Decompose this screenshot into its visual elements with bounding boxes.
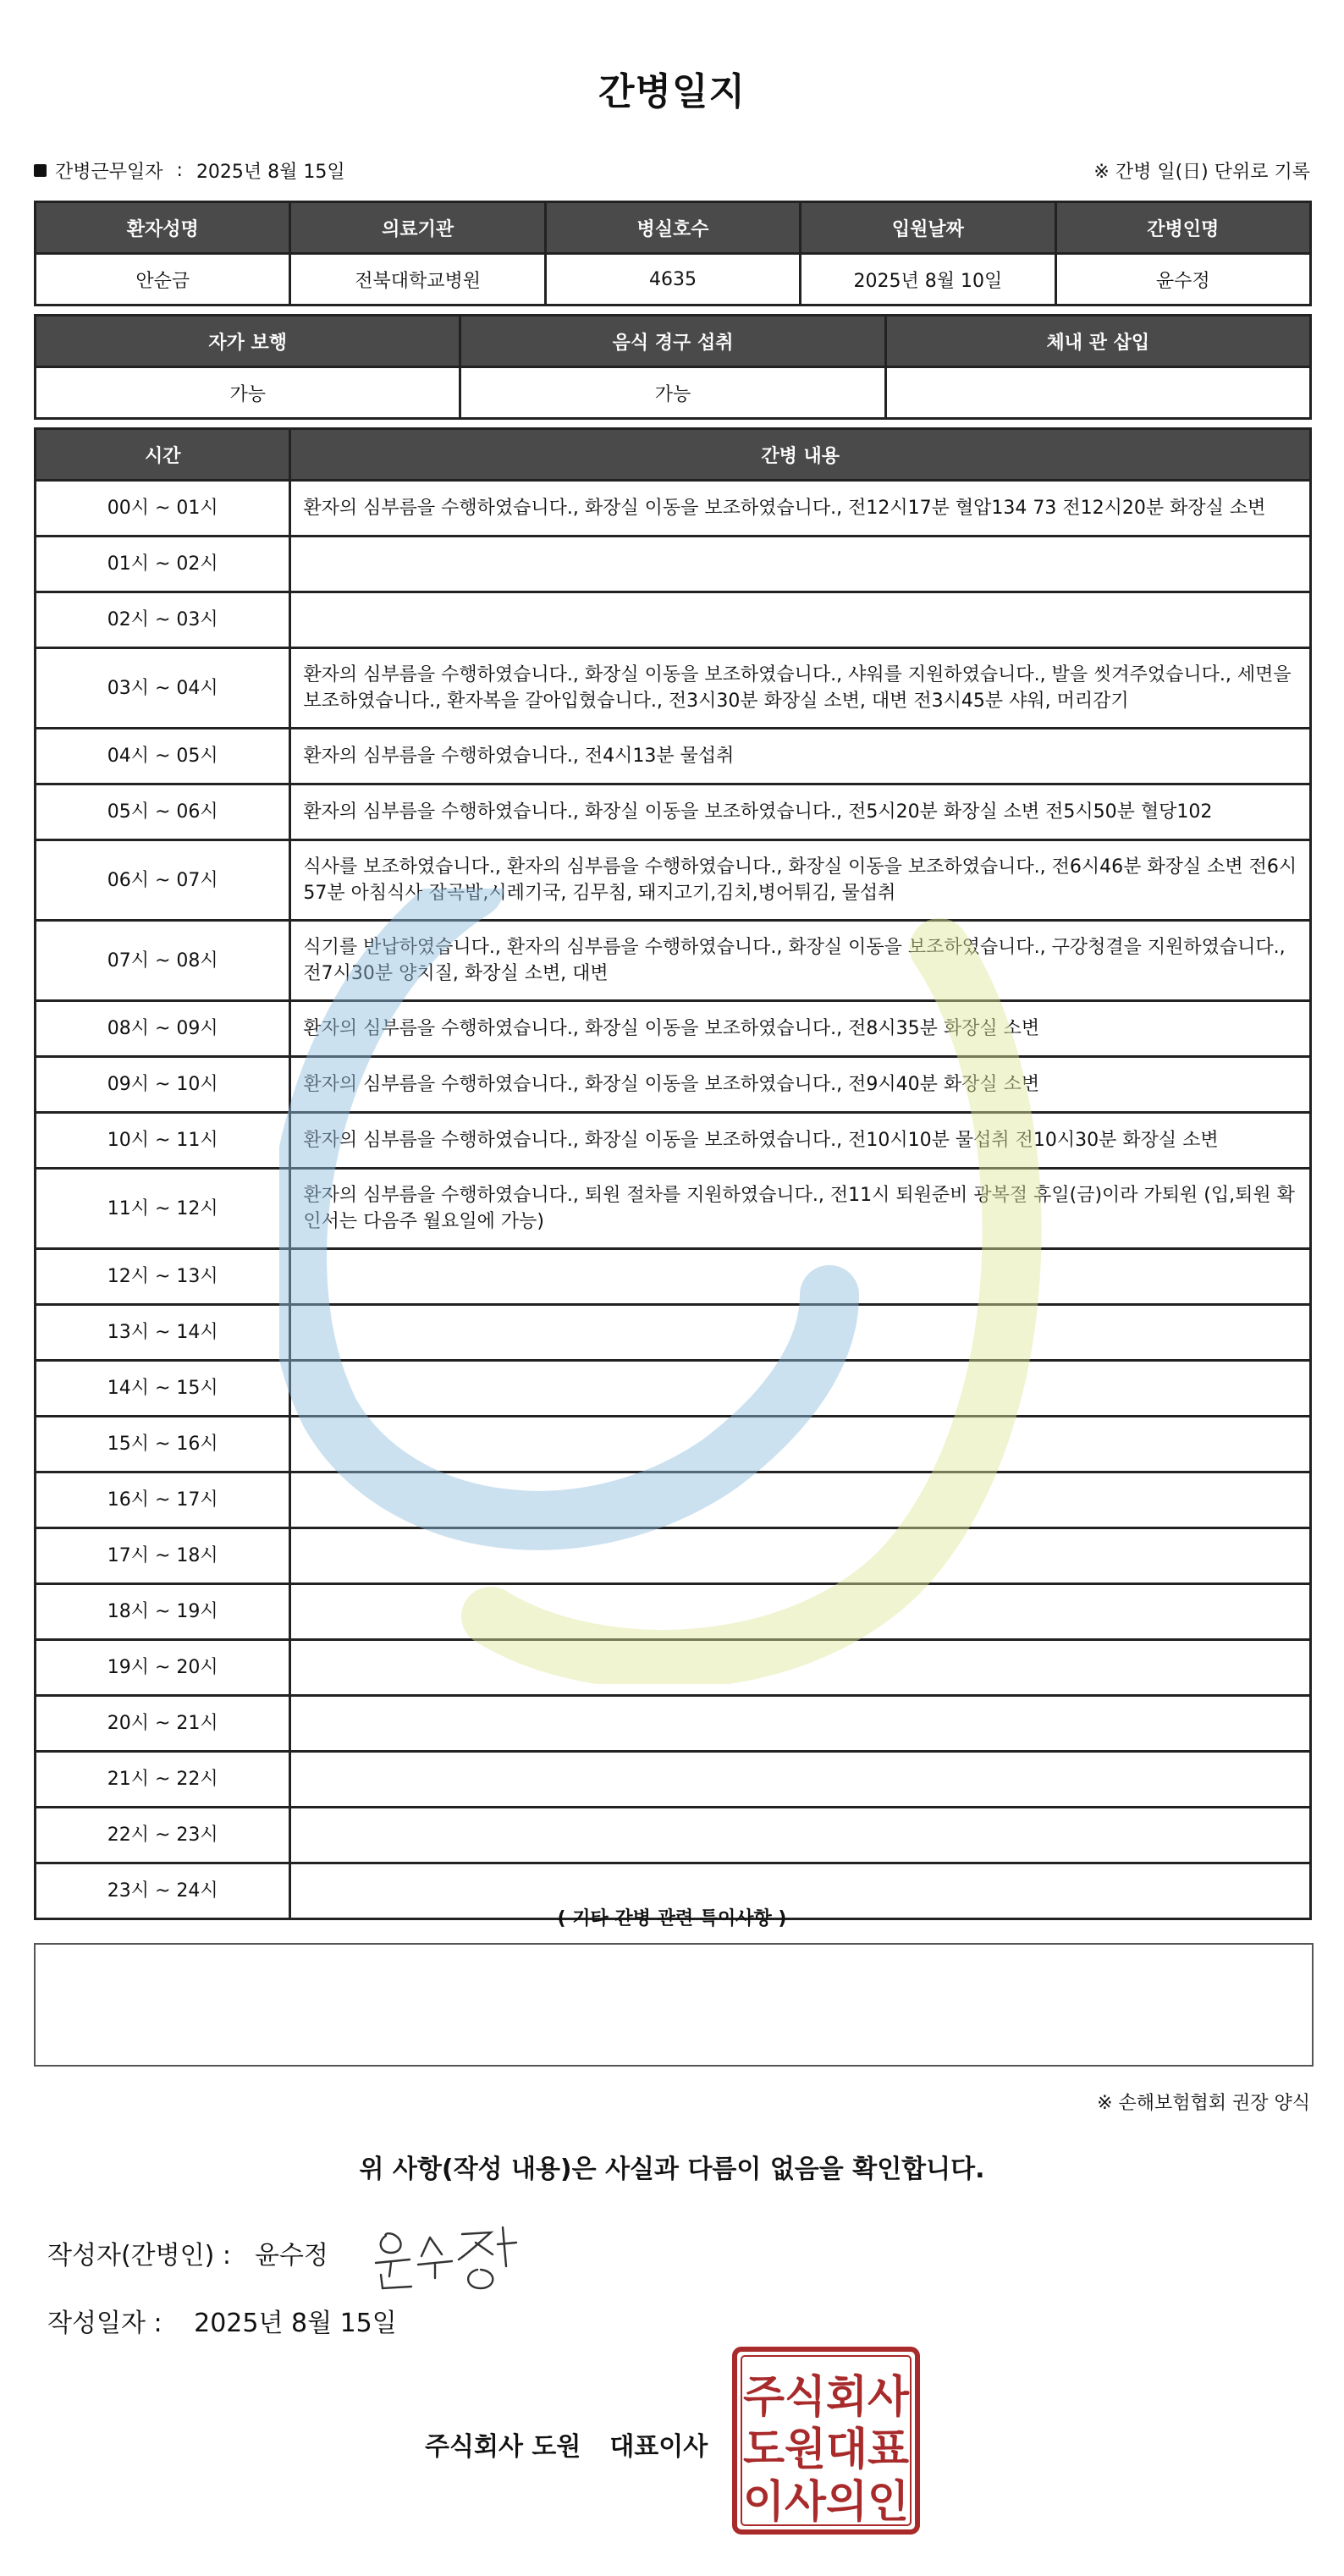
header-admission-date: 입원날짜: [801, 202, 1055, 254]
care-log-row: [36, 1584, 1311, 1640]
time-slot: 22시 ~ 23시: [36, 1808, 290, 1863]
care-content: 식기를 반납하였습니다., 환자의 심부름을 수행하였습니다., 화장실 이동을 보조하였습니다., 구강청결을 지원하였습니다., 전7시30분 양치질, 화장실 소변, 대변: [290, 921, 1311, 1001]
patient-name: 안순금: [36, 254, 290, 305]
oral-intake-value: 가능: [460, 367, 885, 419]
care-content: 환자의 심부름을 수행하였습니다., 전4시13분 물섭취: [290, 729, 1311, 784]
time-slot: 09시 ~ 10시: [36, 1057, 290, 1113]
header-caregiver-name: 간병인명: [1055, 202, 1310, 254]
time-slot: 03시 ~ 04시: [36, 648, 290, 729]
care-log-row: [36, 1305, 1311, 1361]
written-date-line: [47, 2302, 397, 2339]
patient-info-table: [34, 201, 1312, 306]
company-name: 주식회사 도원: [425, 2432, 581, 2462]
svg-text:이사의인: 이사의인: [743, 2477, 909, 2528]
care-content: [290, 1417, 1311, 1472]
care-content: [290, 1361, 1311, 1417]
care-content: 식사를 보조하였습니다., 환자의 심부름을 수행하였습니다., 화장실 이동을 보조하였습니다., 전6시46분 화장실 소변 전6시57분 아침식사 잡곡밥,시레기국, 김무침, 돼지고기,김치,병어튀김, 물섭취: [290, 840, 1311, 921]
care-log-row: [36, 1057, 1311, 1113]
care-content: [290, 537, 1311, 592]
care-content: [290, 592, 1311, 648]
care-log-row: [36, 1640, 1311, 1696]
svg-text:주식회사: 주식회사: [743, 2372, 910, 2423]
time-slot: 16시 ~ 17시: [36, 1472, 290, 1528]
work-date-label: 간병근무일자: [55, 162, 163, 183]
care-log-row: [36, 648, 1311, 729]
care-log-row: [36, 1808, 1311, 1863]
care-log-table: [34, 427, 1312, 1920]
care-content: 환자의 심부름을 수행하였습니다., 화장실 이동을 보조하였습니다., 전10시10분 물섭취 전10시30분 화장실 소변: [290, 1113, 1311, 1169]
time-slot: 02시 ~ 03시: [36, 592, 290, 648]
time-slot: 20시 ~ 21시: [36, 1696, 290, 1752]
care-log-row: [36, 481, 1311, 537]
svg-text:도원대표: 도원대표: [743, 2425, 909, 2475]
other-notes-box: [34, 1943, 1314, 2067]
work-date-value: 2025년 8월 15일: [196, 162, 345, 183]
time-slot: 19시 ~ 20시: [36, 1640, 290, 1696]
time-slot: 13시 ~ 14시: [36, 1305, 290, 1361]
care-log-row: [36, 840, 1311, 921]
time-slot: 01시 ~ 02시: [36, 537, 290, 592]
unit-note: ※ 간병 일(日) 단위로 기록: [1093, 162, 1310, 183]
care-content: [290, 1249, 1311, 1305]
hospital-name: 전북대학교병원: [290, 254, 545, 305]
time-slot: 21시 ~ 22시: [36, 1752, 290, 1808]
tube-insertion-value: [885, 367, 1310, 419]
header-care-content: 간병 내용: [290, 429, 1311, 481]
handwritten-signature: [371, 2215, 532, 2300]
other-notes-title: ( 기타 간병 관련 특이사항 ): [557, 1908, 787, 1929]
time-slot: 04시 ~ 05시: [36, 729, 290, 784]
header-patient-name: 환자성명: [36, 202, 290, 254]
caregiver-name: 윤수정: [1055, 254, 1310, 305]
written-date-label: 작성일자 :: [47, 2309, 162, 2338]
care-log-row: [36, 1417, 1311, 1472]
company-seal-stamp: [731, 2346, 921, 2535]
care-content: 환자의 심부름을 수행하였습니다., 화장실 이동을 보조하였습니다., 전5시20분 화장실 소변 전5시50분 혈당102: [290, 784, 1311, 840]
time-slot: 11시 ~ 12시: [36, 1169, 290, 1249]
care-log-rows: [36, 481, 1311, 1919]
time-slot: 18시 ~ 19시: [36, 1584, 290, 1640]
care-content: [290, 1305, 1311, 1361]
time-slot: 14시 ~ 15시: [36, 1361, 290, 1417]
page-title: 간병일지: [598, 70, 746, 113]
work-date-line: [34, 157, 345, 184]
care-log-row: [36, 1001, 1311, 1057]
time-slot: 12시 ~ 13시: [36, 1249, 290, 1305]
writer-name: 윤수정: [254, 2241, 328, 2271]
care-log-row: [36, 1752, 1311, 1808]
care-log-row: [36, 1361, 1311, 1417]
confirmation-statement: 위 사항(작성 내용)은 사실과 다름이 없음을 확인합니다.: [359, 2155, 985, 2184]
time-slot: 08시 ~ 09시: [36, 1001, 290, 1057]
time-slot: 23시 ~ 24시: [36, 1863, 290, 1919]
care-log-row: [36, 1249, 1311, 1305]
admission-date: 2025년 8월 10일: [801, 254, 1055, 305]
care-log-row: [36, 1472, 1311, 1528]
header-hospital: 의료기관: [290, 202, 545, 254]
header-time: 시간: [36, 429, 290, 481]
header-oral-intake: 음식 경구 섭취: [460, 316, 885, 367]
care-log-row: [36, 1528, 1311, 1584]
care-log-row: [36, 1169, 1311, 1249]
care-log-row: [36, 921, 1311, 1001]
room-number: 4635: [545, 254, 800, 305]
care-log-row: [36, 729, 1311, 784]
square-bullet-icon: [34, 164, 47, 177]
care-content: 환자의 심부름을 수행하였습니다., 화장실 이동을 보조하였습니다., 전9시40분 화장실 소변: [290, 1057, 1311, 1113]
care-content: 환자의 심부름을 수행하였습니다., 화장실 이동을 보조하였습니다., 전8시35분 화장실 소변: [290, 1001, 1311, 1057]
header-self-walking: 자가 보행: [36, 316, 460, 367]
time-slot: 00시 ~ 01시: [36, 481, 290, 537]
care-log-row: [36, 784, 1311, 840]
time-slot: 05시 ~ 06시: [36, 784, 290, 840]
care-content: [290, 1752, 1311, 1808]
care-content: [290, 1696, 1311, 1752]
patient-status-table: [34, 314, 1312, 420]
header-tube-insertion: 체내 관 삽입: [885, 316, 1310, 367]
care-log-row: [36, 1696, 1311, 1752]
care-content: 환자의 심부름을 수행하였습니다., 퇴원 절차를 지원하였습니다., 전11시 퇴원준비 광복절 휴일(금)이라 가퇴원 (입,퇴원 확인서는 다음주 월요일에 가능): [290, 1169, 1311, 1249]
care-content: [290, 1640, 1311, 1696]
time-slot: 10시 ~ 11시: [36, 1113, 290, 1169]
care-content: 환자의 심부름을 수행하였습니다., 화장실 이동을 보조하였습니다., 샤워를 지원하였습니다., 발을 씻겨주었습니다., 세면을 보조하였습니다., 환자복을 갈아입혔습니다., 전3시30분 화장실 소변, 대변 전3시45분 샤워, 머리감기: [290, 648, 1311, 729]
care-content: [290, 1528, 1311, 1584]
work-date-separator: :: [176, 160, 183, 181]
care-log-row: [36, 1113, 1311, 1169]
care-content: [290, 1584, 1311, 1640]
care-log-row: [36, 592, 1311, 648]
time-slot: 17시 ~ 18시: [36, 1528, 290, 1584]
self-walking-value: 가능: [36, 367, 460, 419]
association-note: ※ 손해보험협회 권장 양식: [1097, 2093, 1310, 2114]
care-content: [290, 1808, 1311, 1863]
writer-label: 작성자(간병인) :: [47, 2241, 231, 2271]
care-content: 환자의 심부름을 수행하였습니다., 화장실 이동을 보조하였습니다., 전12시17분 혈압134 73 전12시20분 화장실 소변: [290, 481, 1311, 537]
time-slot: 07시 ~ 08시: [36, 921, 290, 1001]
time-slot: 06시 ~ 07시: [36, 840, 290, 921]
company-title: 대표이사: [609, 2432, 708, 2462]
written-date-value: 2025년 8월 15일: [194, 2309, 397, 2338]
company-line: [425, 2425, 708, 2463]
header-room-number: 병실호수: [545, 202, 800, 254]
care-content: [290, 1472, 1311, 1528]
time-slot: 15시 ~ 16시: [36, 1417, 290, 1472]
care-log-row: [36, 537, 1311, 592]
writer-line: [47, 2234, 328, 2271]
